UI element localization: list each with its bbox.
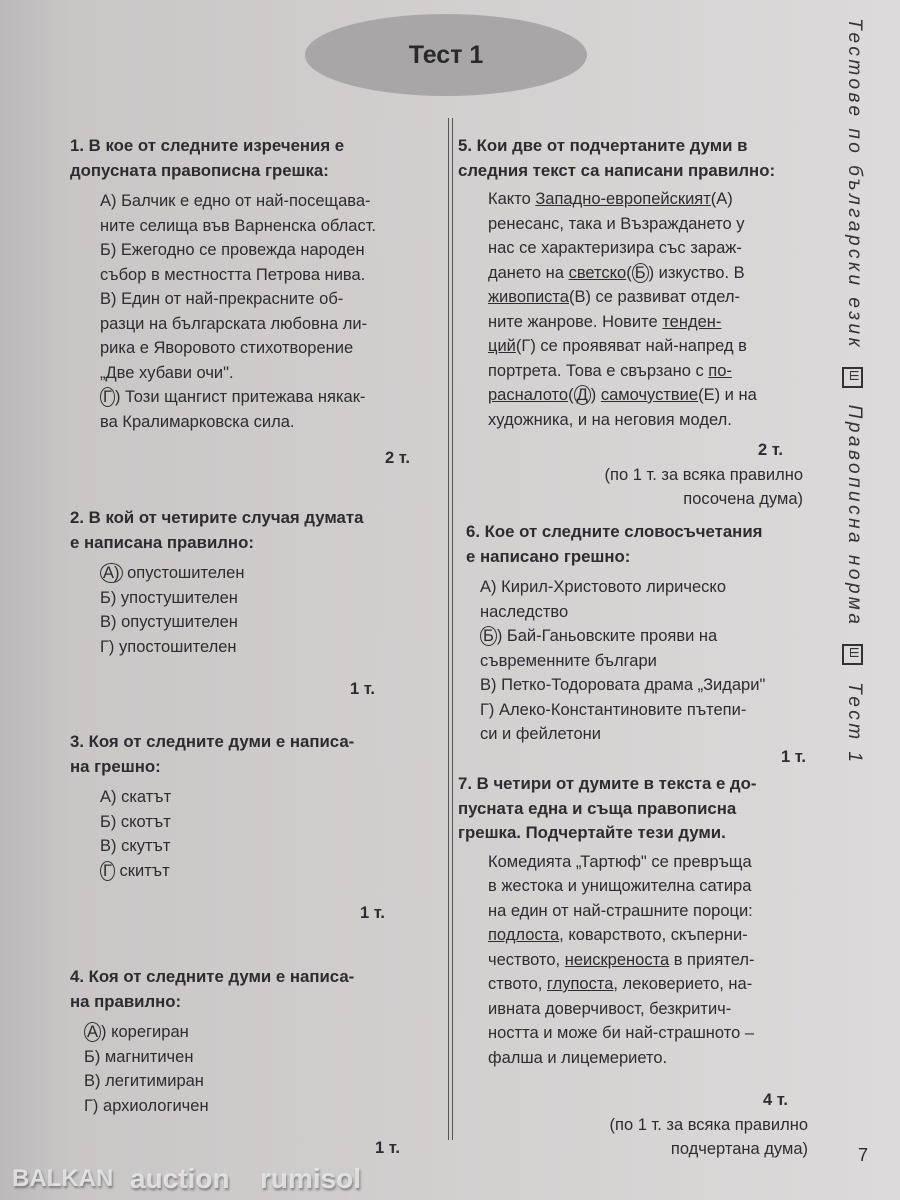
- text-line: [488, 359, 823, 384]
- text-segment: (Е) и на: [698, 386, 757, 404]
- text-line: [488, 899, 828, 924]
- question-body: [70, 1020, 425, 1118]
- text-line: [480, 600, 831, 625]
- underlined-word: самочуствие: [600, 386, 699, 404]
- text-segment: (Г) се проявяват най-напред в: [515, 337, 747, 355]
- text-segment: (В) се развиват отдел-: [568, 288, 741, 306]
- question-title-line: 5. Кои две от подчертаните думи в: [458, 136, 748, 155]
- text-line: [84, 1020, 425, 1045]
- text-line: [100, 287, 435, 312]
- text-line: [100, 263, 435, 288]
- underlined-word: неискреноста: [564, 950, 670, 969]
- text-segment: В) Един от най-прекрасните об-: [100, 290, 344, 308]
- text-line: [488, 850, 828, 875]
- underlined-word: Западно-европейският: [535, 190, 711, 208]
- text-segment: ) корегиран: [101, 1023, 189, 1041]
- question-body: [70, 189, 435, 434]
- question-title-line: следния текст са написани правилно:: [458, 160, 776, 180]
- question-body: [70, 561, 400, 659]
- text-line: [100, 785, 410, 810]
- text-line: [480, 673, 831, 698]
- points-label: 4 т.: [763, 1091, 788, 1109]
- points-note: [458, 1113, 828, 1162]
- text-line: [84, 1069, 425, 1094]
- question-body: [458, 850, 828, 1071]
- text-line: [488, 1046, 828, 1071]
- question-body: [70, 785, 410, 883]
- text-line: [100, 561, 400, 586]
- question-title-line: е написано грешно:: [466, 546, 631, 566]
- underlined-word: живописта: [488, 288, 569, 306]
- text-segment: „Две хубави очи".: [100, 363, 234, 382]
- underlined-word: подлоста: [488, 926, 560, 944]
- question-5: [458, 134, 823, 512]
- text-segment: художника, и на неговия модел.: [488, 410, 732, 429]
- text-line: [100, 410, 435, 435]
- header-test: Тест 1: [844, 681, 865, 766]
- text-segment: събор в местността Петрова нива.: [100, 265, 366, 284]
- text-segment: В) Петко-Тодоровата драма „Зидари": [480, 676, 766, 694]
- text-line: [100, 336, 435, 361]
- circled-answer: Г: [100, 387, 115, 407]
- text-line: [480, 649, 831, 674]
- text-line: [480, 575, 831, 600]
- text-line: [488, 285, 823, 310]
- question-title-line: 2. В кой от четирите случая думата: [70, 508, 364, 527]
- text-segment: дането на: [488, 263, 569, 282]
- circled-answer: Г: [100, 861, 115, 881]
- text-segment: ) Бай-Ганьовските прояви на: [496, 627, 718, 645]
- points-note-line: (по 1 т. за всяка правилно: [604, 465, 803, 484]
- text-segment: ните селища във Варненска област.: [100, 216, 377, 235]
- text-segment: скитът: [114, 861, 170, 880]
- text-segment: ренесанс, така и Възраждането у: [488, 214, 745, 233]
- text-line: [488, 236, 823, 261]
- column-divider: [448, 118, 453, 1140]
- question-7: [458, 772, 828, 1162]
- text-line: [84, 1045, 425, 1070]
- points-note-line: посочена дума): [683, 490, 803, 508]
- text-segment: ивната доверчивост, безкритич-: [488, 999, 732, 1018]
- question-title-line: на грешно:: [70, 756, 161, 776]
- points-label: 1 т.: [360, 904, 385, 922]
- question-2: [70, 506, 400, 702]
- text-line: [488, 997, 828, 1022]
- points-label: 1 т.: [781, 747, 806, 766]
- text-segment: (: [626, 263, 632, 282]
- question-title-line: 4. Коя от следните думи е написа-: [70, 967, 355, 986]
- text-segment: съвременните българи: [480, 651, 657, 670]
- text-line: [480, 722, 831, 747]
- text-segment: (А): [710, 190, 733, 208]
- text-segment: на един от най-страшните пороци:: [488, 901, 753, 920]
- circled-answer: А: [84, 1022, 101, 1042]
- circled-answer: Б: [632, 263, 649, 283]
- text-segment: ) Този щангист притежава някак-: [114, 388, 366, 406]
- text-line: [488, 972, 828, 997]
- points-label: 1 т.: [375, 1139, 400, 1157]
- question-title-line: е написана правилно:: [70, 532, 254, 552]
- question-title-line: 1. В кое от следните изречения е: [70, 136, 345, 155]
- question-4: [70, 965, 425, 1161]
- question-title-line: 3. Коя от следните думи е написа-: [70, 732, 355, 751]
- text-line: [488, 923, 828, 948]
- text-line: [488, 383, 823, 408]
- underlined-word: глупоста: [546, 975, 614, 993]
- text-segment: Г) Алеко-Константиновите пътепи-: [480, 700, 747, 719]
- text-line: [100, 312, 435, 337]
- text-segment: чеството,: [488, 950, 565, 969]
- text-segment: Б) магнитичен: [84, 1047, 194, 1066]
- text-line: [100, 810, 410, 835]
- text-segment: ството,: [488, 975, 547, 993]
- text-line: [100, 361, 435, 386]
- underlined-word: расналото: [488, 386, 569, 404]
- text-segment: Комедията „Тартюф" се превръща: [488, 852, 752, 871]
- text-segment: Както: [488, 190, 536, 208]
- text-segment: нас се характеризира със зараж-: [488, 239, 742, 257]
- points-label: 2 т.: [758, 441, 783, 459]
- text-line: [100, 610, 400, 635]
- text-line: [480, 698, 831, 723]
- text-segment: портрета. Това е свързано с: [488, 361, 709, 380]
- text-segment: (: [568, 386, 574, 404]
- watermark-rumisol: rumisol: [260, 1163, 362, 1194]
- circled-answer: А): [100, 563, 123, 583]
- text-line: [100, 859, 410, 884]
- points-note: [458, 463, 823, 512]
- text-segment: А) Кирил-Христовото лирическо: [480, 578, 726, 596]
- text-segment: Б) упостушителен: [100, 588, 238, 607]
- text-line: [84, 1094, 425, 1119]
- text-segment: в приятел-: [669, 950, 755, 969]
- question-title-line: пусната една и съща правописна: [458, 798, 737, 818]
- book-icon: Ш: [842, 367, 863, 388]
- text-segment: рика е Яворовото стихотворение: [100, 339, 354, 357]
- text-line: [488, 1021, 828, 1046]
- test-title: Тест 1: [408, 40, 484, 69]
- text-line: [488, 187, 823, 212]
- points-label: 2 т.: [385, 449, 410, 467]
- text-segment: разци на българската любовна ли-: [100, 314, 368, 333]
- text-line: [100, 385, 435, 410]
- text-segment: Б) Ежегодно се провежда народен: [100, 241, 365, 259]
- text-segment: А) скатът: [100, 788, 172, 806]
- question-title-line: на правилно:: [70, 991, 182, 1011]
- text-line: [100, 586, 400, 611]
- question-6: [466, 520, 831, 769]
- circled-answer: Б: [480, 626, 497, 646]
- text-line: [488, 948, 828, 973]
- watermark-auction: auction: [130, 1163, 230, 1194]
- header-section: Правописна норма: [844, 404, 865, 628]
- text-line: [488, 261, 823, 286]
- underlined-word: тенден-: [662, 312, 722, 331]
- text-line: [100, 635, 400, 660]
- text-segment: Г) архиологичен: [84, 1096, 209, 1115]
- text-line: [488, 334, 823, 359]
- question-1: [70, 134, 435, 471]
- question-body: [458, 187, 823, 432]
- text-line: [488, 874, 828, 899]
- text-segment: фалша и лицемерието.: [488, 1048, 668, 1067]
- points-note-line: подчертана дума): [670, 1140, 808, 1158]
- text-segment: ): [590, 386, 601, 404]
- watermark-balkan: BALKAN: [12, 1165, 114, 1192]
- text-segment: в жестока и унищожителна сатира: [488, 877, 752, 895]
- text-segment: Б) скотът: [100, 812, 171, 831]
- text-segment: В) опустушителен: [100, 613, 238, 631]
- points-note-line: (по 1 т. за всяка правилно: [609, 1115, 808, 1134]
- text-line: [100, 834, 410, 859]
- text-segment: Г) упостошителен: [100, 637, 237, 656]
- text-line: [488, 310, 823, 335]
- text-line: [100, 189, 435, 214]
- text-segment: В) скутът: [100, 837, 171, 855]
- text-segment: , лековерието, на-: [613, 975, 753, 993]
- question-title-line: 7. В четири от думите в текста е до-: [458, 774, 757, 793]
- question-body: [466, 575, 831, 747]
- circled-answer: Д: [574, 385, 591, 405]
- test-title-badge: [305, 14, 587, 96]
- running-header: [842, 18, 865, 765]
- text-segment: ните жанрове. Новите: [488, 312, 663, 331]
- header-book-title: Тестове по български език: [844, 18, 865, 351]
- text-line: [488, 212, 823, 237]
- text-segment: ността и може би най-страшното –: [488, 1024, 755, 1042]
- underlined-word: по-: [708, 361, 732, 380]
- question-title-line: 6. Кое от следните словосъчетания: [466, 522, 763, 541]
- page-number: 7: [858, 1145, 869, 1165]
- book-icon: Ш: [842, 644, 863, 665]
- question-title-line: допусната правописна грешка:: [70, 160, 329, 180]
- text-segment: опустошителен: [122, 564, 245, 582]
- text-segment: ) изкуство. В: [648, 263, 745, 282]
- text-line: [100, 214, 435, 239]
- underlined-word: ций: [488, 337, 516, 355]
- text-segment: , коварството, скъперни-: [559, 926, 748, 944]
- text-line: [480, 624, 831, 649]
- underlined-word: светско: [568, 263, 627, 282]
- text-line: [100, 238, 435, 263]
- text-segment: ва Кралимарковска сила.: [100, 412, 295, 431]
- text-segment: си и фейлетони: [480, 725, 601, 743]
- points-label: 1 т.: [350, 680, 375, 698]
- text-line: [488, 408, 823, 433]
- question-title-line: грешка. Подчертайте тези думи.: [458, 823, 726, 842]
- text-segment: наследство: [480, 602, 569, 621]
- text-segment: В) легитимиран: [84, 1072, 204, 1090]
- text-segment: А) Балчик е едно от най-посещава-: [100, 192, 371, 210]
- question-3: [70, 730, 410, 926]
